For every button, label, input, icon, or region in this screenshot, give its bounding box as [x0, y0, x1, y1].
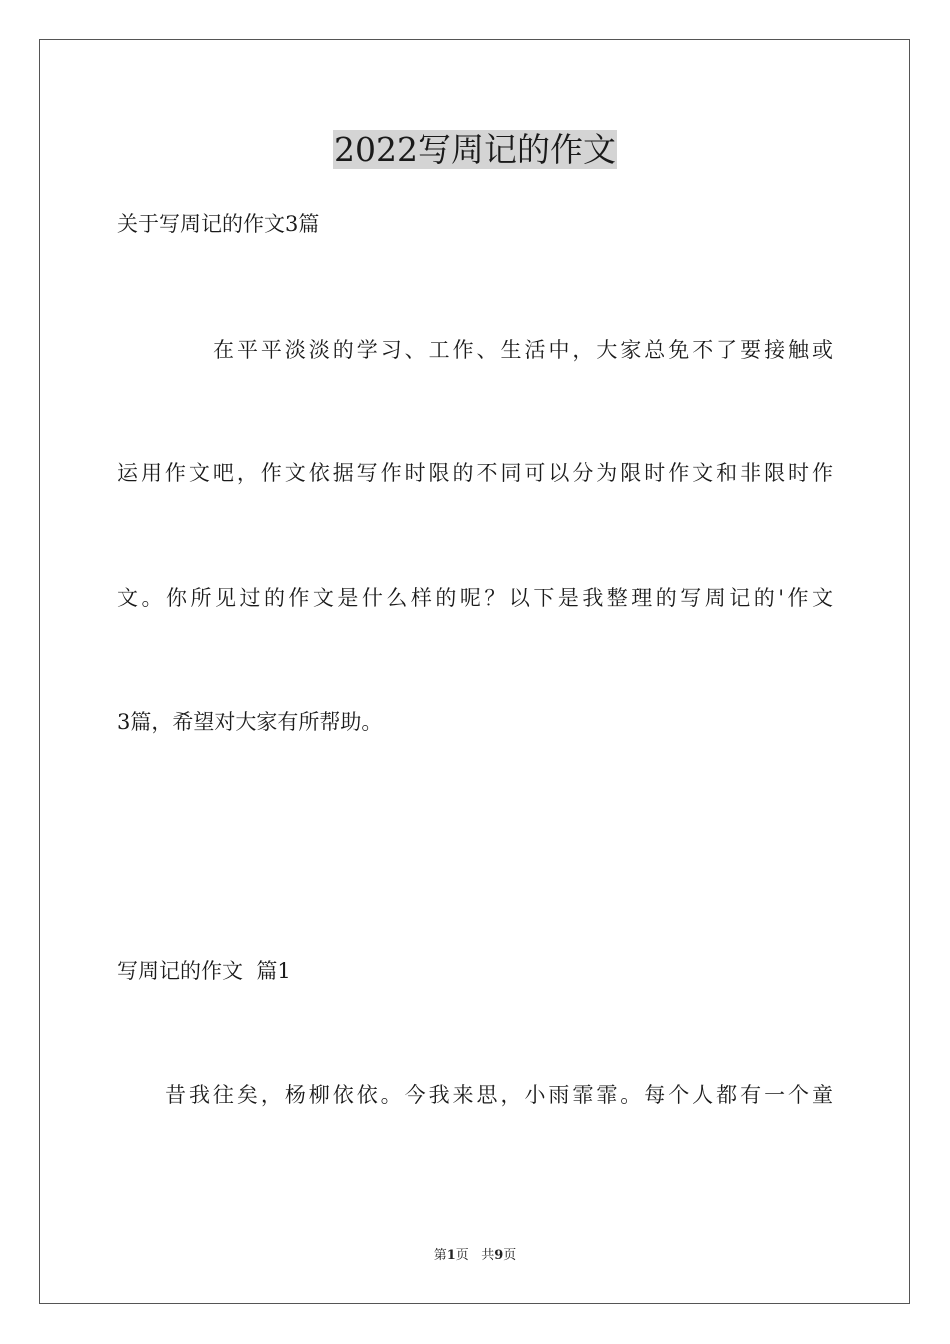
footer-page-suffix: 页 [455, 1248, 469, 1263]
footer-total-prefix: 共 [481, 1248, 495, 1263]
footer-page-prefix: 第 [433, 1248, 447, 1263]
section-heading: 写周记的作文 篇1 [117, 959, 291, 983]
page-footer [0, 1247, 950, 1265]
footer-total-pages: 9 [494, 1248, 504, 1263]
document-title-text: 2022写周记的作文 [334, 130, 616, 169]
intro-line-3: 文。你所见过的作文是什么样的呢？以下是我整理的写周记的'作文 [117, 586, 833, 610]
footer-total-suffix: 页 [503, 1248, 517, 1263]
intro-line-2: 运用作文吧，作文依据写作时限的不同可以分为限时作文和非限时作 [117, 461, 833, 485]
intro-line-4: 3篇，希望对大家有所帮助。 [117, 710, 383, 734]
document-subtitle: 关于写周记的作文3篇 [117, 212, 320, 236]
section-paragraph-line-1: 昔我往矣，杨柳依依。今我来思，小雨霏霏。每个人都有一个童 [165, 1083, 833, 1107]
intro-line-1: 在平平淡淡的学习、工作、生活中，大家总免不了要接触或 [213, 338, 833, 362]
footer-current-page: 1 [446, 1248, 456, 1263]
document-title [0, 128, 950, 172]
